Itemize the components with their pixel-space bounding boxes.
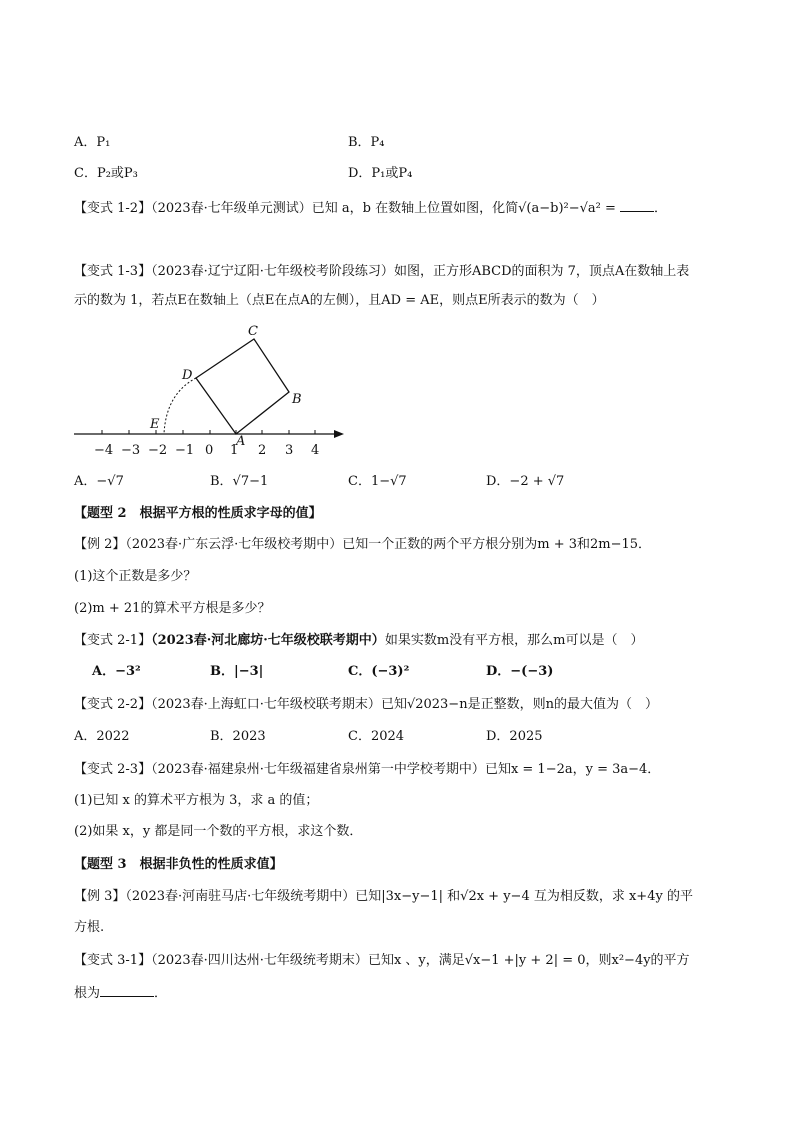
variant-2-1-option-a: A．−3²	[92, 664, 141, 679]
example-2-part-2: (2)m + 21的算术平方根是多少？	[74, 601, 271, 616]
point-label-a: A	[236, 434, 246, 449]
variant-tag: 【变式 2-2】	[74, 697, 152, 712]
variant-tag: 【变式 2-3】	[74, 762, 152, 777]
point-label-d: D	[182, 368, 193, 383]
variant-source: （2023春·四川达州·七年级统考期末）	[151, 953, 368, 968]
variant-tag: 【变式 2-1】	[74, 633, 152, 648]
section-heading-type-2: 【题型 2 根据平方根的性质求字母的值】	[74, 506, 322, 521]
q1-option-c: C．P₂或P₃	[74, 166, 138, 181]
example-tag: 【例 3】	[74, 889, 126, 904]
variant-text: 如图，正方形ABCD的面积为 7，顶点A在数轴上表	[393, 264, 690, 279]
example-text: 已知一个正数的两个平方根分别为m + 3和2m−15．	[342, 537, 652, 552]
variant-text: 根为	[74, 986, 101, 1001]
variant-1-3-line2: 示的数为 1，若点E在数轴上（点E在点A的左侧），且AD = AE，则点E所表示的数为（ ）	[74, 293, 605, 308]
example-2	[74, 536, 651, 554]
square-number-line-figure	[70, 322, 360, 462]
variant-tag: 【变式 1-2】	[74, 201, 152, 216]
answer-blank[interactable]	[620, 199, 654, 212]
variant-1-3-option-b: B．√7−1	[210, 474, 269, 489]
tick-label: 2	[258, 443, 267, 458]
q1-option-b: B．P₄	[348, 135, 385, 150]
example-3-line2: 方根.	[74, 920, 105, 935]
variant-2-1-option-c: C．(−3)²	[348, 664, 410, 679]
variant-2-1	[74, 632, 643, 650]
variant-1-3-option-c: C．1−√7	[348, 474, 407, 489]
example-text: 已知|3x−y−1| 和√2x + y−4 互为相反数，求 x+4y 的平	[355, 889, 693, 904]
variant-text: 已知x 、y，满足√x−1 +|y + 2| = 0，则x²−4y的平方	[367, 953, 690, 968]
example-source: （2023春·广东云浮·七年级校考期中）	[125, 537, 343, 552]
variant-text: 已知x = 1−2a，y = 3a−4．	[484, 762, 661, 777]
variant-source: （2023春·辽宁辽阳·七年级校考阶段练习）	[151, 264, 394, 279]
tick-label: −4	[94, 443, 114, 458]
answer-blank[interactable]	[100, 984, 154, 997]
variant-tag: 【变式 3-1】	[74, 953, 152, 968]
tick-label: −1	[175, 443, 195, 458]
example-2-part-1: (1)这个正数是多少？	[74, 569, 197, 584]
variant-2-2-option-b: B．2023	[210, 729, 266, 744]
variant-source: （2023春·七年级单元测试）	[151, 201, 312, 216]
example-source: （2023春·河南驻马店·七年级统考期中）	[125, 889, 356, 904]
variant-2-3	[74, 761, 660, 779]
variant-2-2-option-c: C．2024	[348, 729, 405, 744]
variant-1-3-option-d: D．−2 + √7	[486, 474, 565, 489]
variant-3-1-line2: 根为 ．	[74, 986, 168, 1001]
variant-2-3-part-1: (1)已知 x 的算术平方根为 3，求 a 的值；	[74, 793, 319, 808]
variant-2-3-part-2: (2)如果 x，y 都是同一个数的平方根，求这个数．	[74, 824, 363, 839]
tick-label: −3	[121, 443, 141, 458]
tick-label: −2	[148, 443, 168, 458]
variant-2-1-option-d: D．−(−3)	[486, 664, 554, 679]
variant-text: 如果实数m没有平方根，那么m可以是（ ）	[384, 633, 644, 648]
tick-label: 4	[311, 443, 320, 458]
variant-source: （2023春·河北廊坊·七年级校联考期中）	[151, 633, 385, 648]
variant-2-2-option-a: A．2022	[74, 729, 130, 744]
variant-source: （2023春·福建泉州·七年级福建省泉州第一中学校考期中）	[151, 762, 485, 777]
variant-text: 已知 a，b 在数轴上位置如图，化简√(a−b)²−√a² =	[311, 201, 621, 216]
tick-label: 0	[205, 443, 214, 458]
section-heading-type-3: 【题型 3 根据非负性的性质求值】	[74, 857, 283, 872]
variant-1-2: 【变式 1-2】（2023春·七年级单元测试）已知 a，b 在数轴上位置如图，化简√(a−b)²−√a² = ．	[74, 201, 668, 216]
variant-2-2	[74, 696, 658, 714]
variant-source: （2023春·上海虹口·七年级校联考期末）	[151, 697, 381, 712]
q1-option-d: D．P₁或P₄	[348, 166, 413, 181]
q1-option-a: A．P₁	[74, 135, 111, 150]
point-label-c: C	[248, 324, 258, 339]
variant-tag: 【变式 1-3】	[74, 264, 152, 279]
variant-3-1	[74, 952, 690, 970]
variant-1-3-option-a: A．−√7	[74, 474, 124, 489]
example-3	[74, 888, 693, 906]
variant-text: 已知√2023−n是正整数，则n的最大值为（ ）	[380, 697, 658, 712]
tick-label: 1	[230, 443, 239, 458]
example-tag: 【例 2】	[74, 537, 126, 552]
variant-1-3	[74, 263, 689, 281]
point-label-e: E	[150, 417, 160, 432]
variant-2-1-option-b: B．|−3|	[210, 664, 264, 679]
tick-label: 3	[285, 443, 294, 458]
variant-2-2-option-d: D．2025	[486, 729, 543, 744]
point-label-b: B	[292, 392, 302, 407]
